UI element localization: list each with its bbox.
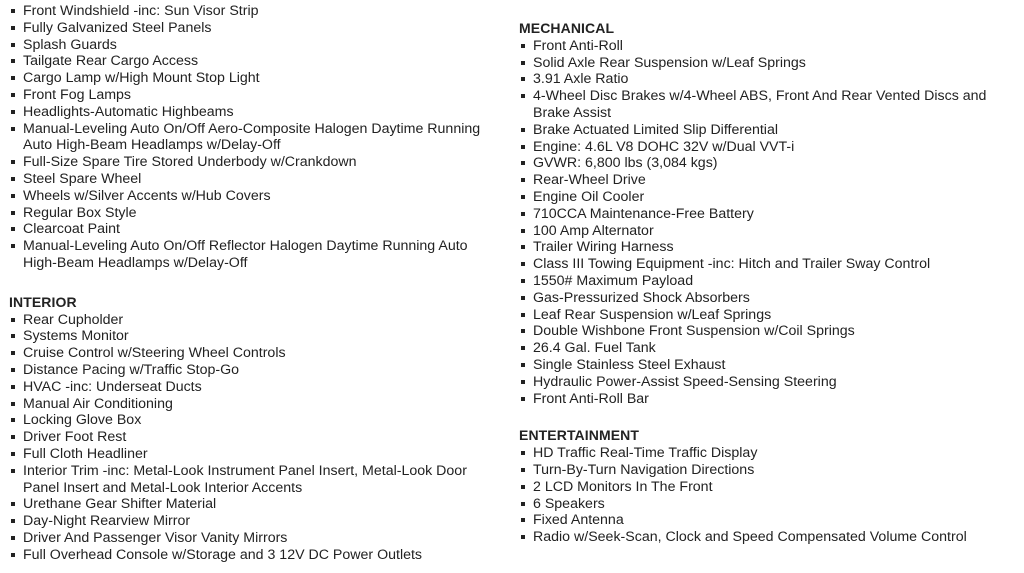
feature-item: Cruise Control w/Steering Wheel Controls: [9, 345, 497, 362]
feature-item: Rear Cupholder: [9, 312, 497, 329]
feature-item: Rear-Wheel Drive: [519, 172, 1016, 189]
feature-item: Steel Spare Wheel: [9, 171, 497, 188]
mechanical-feature-list: [519, 38, 1016, 408]
feature-item: Single Stainless Steel Exhaust: [519, 357, 1016, 374]
exterior-feature-list: [9, 3, 497, 272]
feature-item: Solid Axle Rear Suspension w/Leaf Springs: [519, 55, 1016, 72]
feature-item: Cargo Lamp w/High Mount Stop Light: [9, 70, 497, 87]
feature-item: 1550# Maximum Payload: [519, 273, 1016, 290]
feature-item: Brake Actuated Limited Slip Differential: [519, 122, 1016, 139]
feature-item: Engine Oil Cooler: [519, 189, 1016, 206]
feature-item: HVAC -inc: Underseat Ducts: [9, 379, 497, 396]
entertainment-heading: ENTERTAINMENT: [519, 427, 640, 444]
feature-item: 6 Speakers: [519, 496, 1016, 513]
feature-item: Locking Glove Box: [9, 412, 497, 429]
feature-item: Front Fog Lamps: [9, 87, 497, 104]
feature-item: 2 LCD Monitors In The Front: [519, 479, 1016, 496]
feature-item: Urethane Gear Shifter Material: [9, 496, 497, 513]
feature-item: Fixed Antenna: [519, 512, 1016, 529]
feature-item: Headlights-Automatic Highbeams: [9, 104, 497, 121]
feature-item: Turn-By-Turn Navigation Directions: [519, 462, 1016, 479]
feature-item: Interior Trim -inc: Metal-Look Instrument Panel Insert, Metal-Look Door Panel Insert and Metal-Look Interior Accents: [9, 463, 497, 497]
feature-item: 100 Amp Alternator: [519, 223, 1016, 240]
feature-item: 26.4 Gal. Fuel Tank: [519, 340, 1016, 357]
feature-item: Radio w/Seek-Scan, Clock and Speed Compensated Volume Control: [519, 529, 1016, 546]
feature-item: Class III Towing Equipment -inc: Hitch and Trailer Sway Control: [519, 256, 1016, 273]
feature-item: Trailer Wiring Harness: [519, 239, 1016, 256]
feature-item: Double Wishbone Front Suspension w/Coil Springs: [519, 323, 1016, 340]
feature-item: Front Anti-Roll: [519, 38, 1016, 55]
feature-item: Clearcoat Paint: [9, 221, 497, 238]
interior-feature-list: [9, 312, 497, 564]
feature-item: Engine: 4.6L V8 DOHC 32V w/Dual VVT-i: [519, 139, 1016, 156]
feature-item: Leaf Rear Suspension w/Leaf Springs: [519, 307, 1016, 324]
feature-item: Distance Pacing w/Traffic Stop-Go: [9, 362, 497, 379]
right-column: [519, 0, 1016, 546]
feature-item: Full Overhead Console w/Storage and 3 12V DC Power Outlets: [9, 547, 497, 564]
feature-item: Wheels w/Silver Accents w/Hub Covers: [9, 188, 497, 205]
feature-item: Regular Box Style: [9, 205, 497, 222]
feature-item: Front Windshield -inc: Sun Visor Strip: [9, 3, 497, 20]
interior-heading: INTERIOR: [9, 293, 77, 310]
feature-item: Splash Guards: [9, 37, 497, 54]
feature-item: Tailgate Rear Cargo Access: [9, 53, 497, 70]
feature-item: Fully Galvanized Steel Panels: [9, 20, 497, 37]
feature-item: Gas-Pressurized Shock Absorbers: [519, 290, 1016, 307]
feature-item: 710CCA Maintenance-Free Battery: [519, 206, 1016, 223]
left-column: [9, 0, 497, 564]
mechanical-heading: MECHANICAL: [519, 20, 615, 36]
feature-item: Front Anti-Roll Bar: [519, 391, 1016, 408]
feature-item: Full Cloth Headliner: [9, 446, 497, 463]
feature-item: Manual-Leveling Auto On/Off Reflector Halogen Daytime Running Auto High-Beam Headlamps w/Delay-Off: [9, 238, 497, 272]
feature-item: Manual-Leveling Auto On/Off Aero-Composite Halogen Daytime Running Auto High-Beam Headlamps w/Delay-Off: [9, 121, 497, 155]
feature-item: 3.91 Axle Ratio: [519, 71, 1016, 88]
feature-item: Full-Size Spare Tire Stored Underbody w/Crankdown: [9, 154, 497, 171]
feature-item: Systems Monitor: [9, 328, 497, 345]
feature-item: GVWR: 6,800 lbs (3,084 kgs): [519, 155, 1016, 172]
feature-item: Day-Night Rearview Mirror: [9, 513, 497, 530]
feature-item: 4-Wheel Disc Brakes w/4-Wheel ABS, Front And Rear Vented Discs and Brake Assist: [519, 88, 1016, 122]
feature-item: Driver And Passenger Visor Vanity Mirrors: [9, 530, 497, 547]
feature-item: Hydraulic Power-Assist Speed-Sensing Steering: [519, 374, 1016, 391]
entertainment-feature-list: [519, 445, 1016, 546]
feature-item: Driver Foot Rest: [9, 429, 497, 446]
feature-item: Manual Air Conditioning: [9, 396, 497, 413]
feature-item: HD Traffic Real-Time Traffic Display: [519, 445, 1016, 462]
